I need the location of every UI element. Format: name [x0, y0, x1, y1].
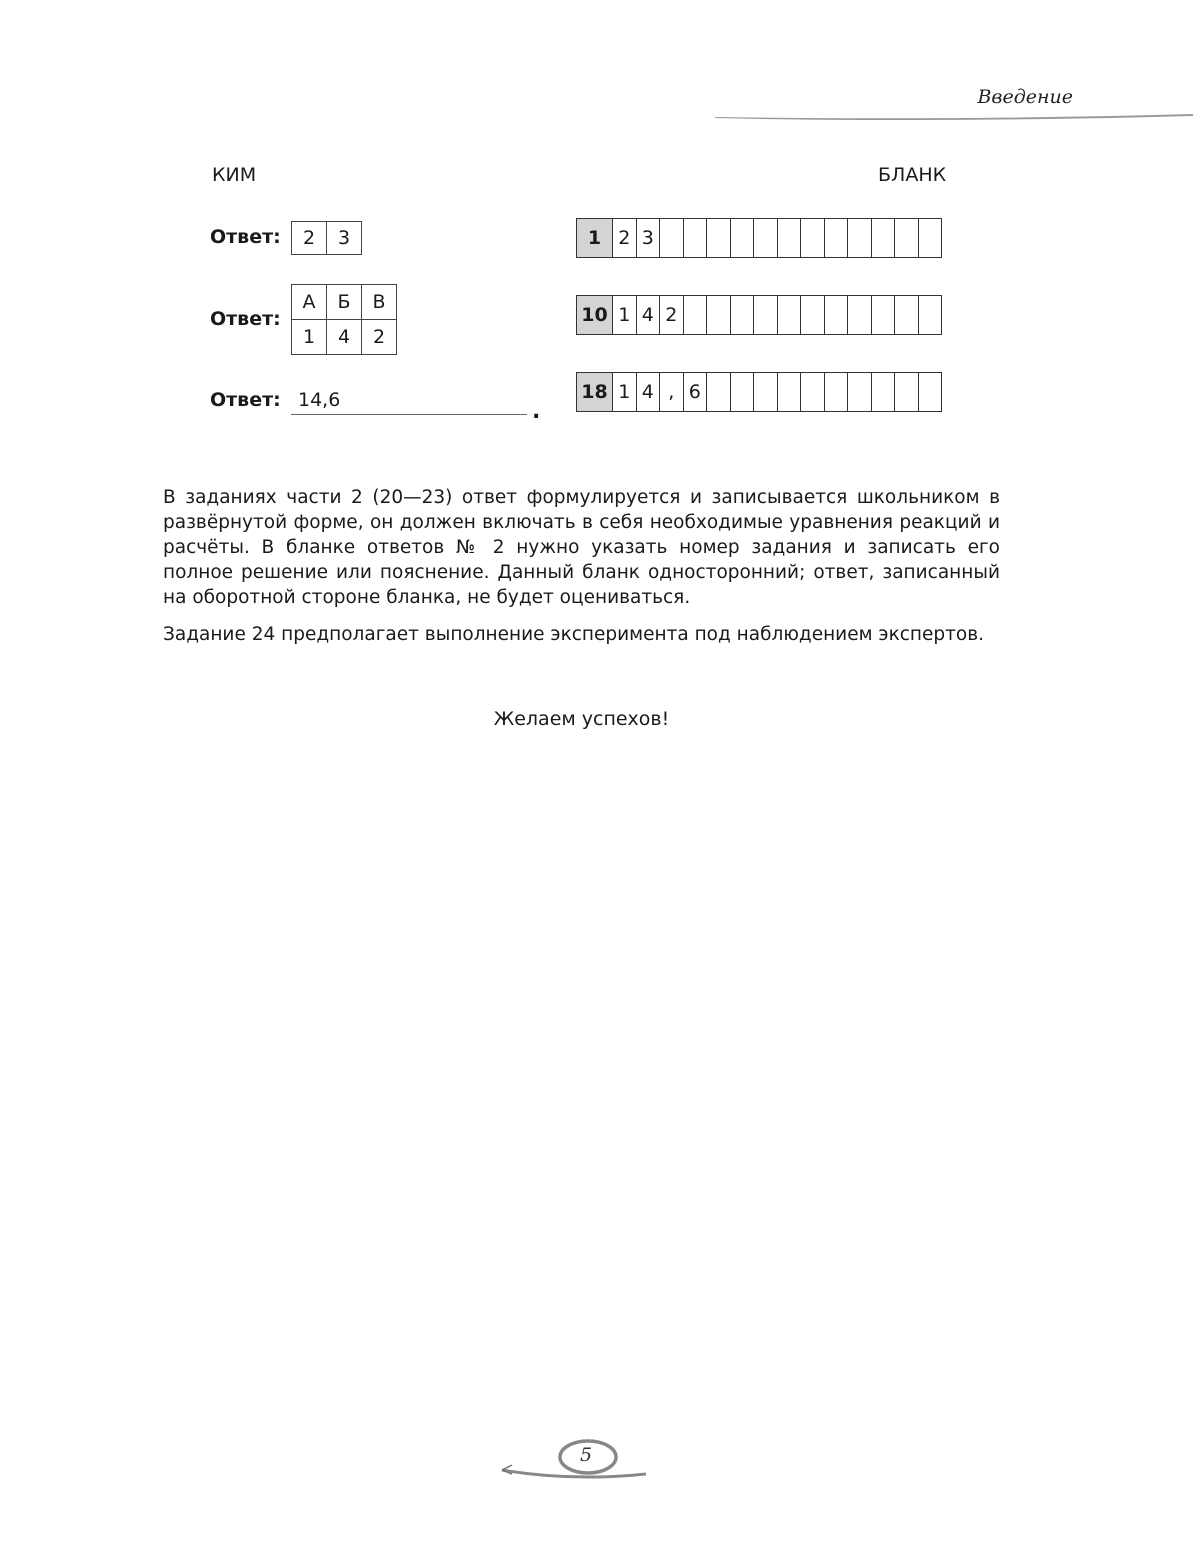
blank-cell	[778, 219, 802, 257]
paragraph-part2: В заданиях части 2 (20—23) ответ формулируется и записывается школьником в развёрнутой форме, он должен включать в себя необходимые уравнения реакций и расчёты. В бланке ответов № 2 нужно указать номер задания и записать его полное решение или пояснение. Данный бланк односторонний; ответ, записанный на оборотной стороне бланка, не будет оцениваться.	[163, 487, 1000, 608]
answer3-value: 14,6	[298, 389, 341, 411]
blank-cell	[707, 219, 731, 257]
blank-cell	[778, 296, 802, 334]
blank-cell	[731, 296, 755, 334]
blank-task-number: 1	[577, 219, 613, 257]
blank-cell	[825, 296, 849, 334]
blank-cell	[895, 219, 919, 257]
blank-task-number: 10	[577, 296, 613, 334]
answer2-value: 2	[362, 320, 397, 355]
answer-label-3: Ответ:	[210, 389, 281, 411]
blank-cell: ,	[660, 373, 684, 411]
section-title: Введение	[977, 86, 1073, 108]
kim-column-label: КИМ	[212, 164, 257, 186]
blank-cell	[754, 219, 778, 257]
blank-cell	[872, 373, 896, 411]
blank-cell	[754, 373, 778, 411]
blank-cell	[684, 219, 708, 257]
blank-cell	[848, 373, 872, 411]
answer1-cell: 2	[292, 222, 327, 255]
blank-cell: 4	[637, 373, 661, 411]
paragraph-task24: Задание 24 предполагает выполнение эксперимента под наблюдением экспертов.	[163, 624, 985, 645]
blank-cell	[895, 296, 919, 334]
page-number-swirl-icon	[498, 1438, 650, 1484]
blank-cell	[872, 296, 896, 334]
answer1-cell: 3	[327, 222, 362, 255]
answer2-value: 4	[327, 320, 362, 355]
answer3-underline	[291, 414, 527, 415]
blank-task-number: 18	[577, 373, 613, 411]
blank-cell: 2	[660, 296, 684, 334]
blank-cell: 3	[637, 219, 661, 257]
blank-cell: 1	[613, 296, 637, 334]
blank-cell	[778, 373, 802, 411]
blank-cell	[801, 219, 825, 257]
good-luck-text: Желаем успехов!	[493, 708, 670, 730]
blank-cell: 6	[684, 373, 708, 411]
blank-cell	[825, 219, 849, 257]
blank-cell	[872, 219, 896, 257]
answer2-header: Б	[327, 285, 362, 320]
answer-label-2: Ответ:	[210, 308, 281, 330]
blank-cell	[731, 373, 755, 411]
answer2-header: А	[292, 285, 327, 320]
blank-cell	[707, 373, 731, 411]
blank-cell: 2	[613, 219, 637, 257]
blank-cell: 1	[613, 373, 637, 411]
blank-row-10	[576, 295, 942, 335]
answer2-value: 1	[292, 320, 327, 355]
blank-cell	[848, 219, 872, 257]
page-number: 5	[580, 1444, 593, 1466]
blank-cell	[848, 296, 872, 334]
blank-cell	[754, 296, 778, 334]
answer2-header: В	[362, 285, 397, 320]
blank-cell	[919, 296, 942, 334]
blank-cell	[731, 219, 755, 257]
answer2-table	[291, 284, 397, 355]
blank-cell	[660, 219, 684, 257]
blank-column-label: БЛАНК	[878, 164, 947, 186]
blank-cell	[801, 296, 825, 334]
blank-cell: 4	[637, 296, 661, 334]
blank-cell	[801, 373, 825, 411]
blank-row-1	[576, 218, 942, 258]
blank-cell	[919, 373, 942, 411]
blank-cell	[707, 296, 731, 334]
blank-row-18	[576, 372, 942, 412]
answer1-boxes	[291, 221, 362, 255]
blank-cell	[684, 296, 708, 334]
header-rule	[715, 113, 1193, 121]
blank-cell	[895, 373, 919, 411]
answer3-period: .	[532, 399, 541, 424]
blank-cell	[825, 373, 849, 411]
blank-cell	[919, 219, 942, 257]
answer-label-1: Ответ:	[210, 226, 281, 248]
